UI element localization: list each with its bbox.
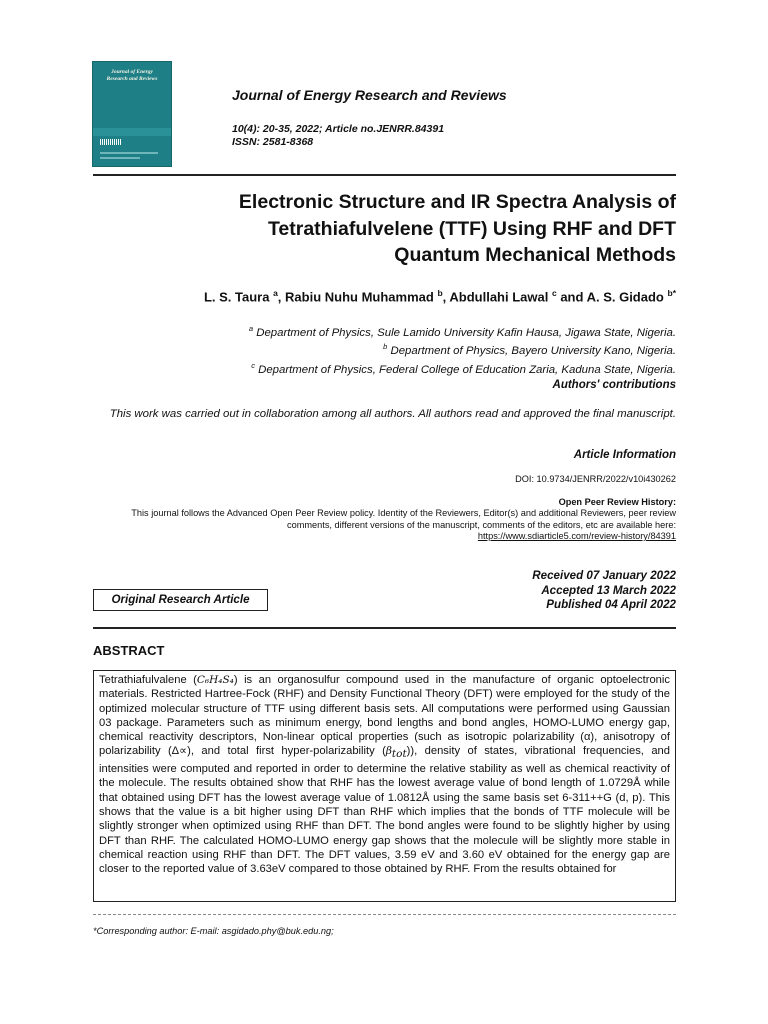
author-affil-mark: b [437, 288, 443, 298]
author-affil-mark: a [273, 288, 278, 298]
cover-decoration [100, 157, 140, 159]
beta-subscript: tot [391, 748, 407, 761]
doi: DOI: 10.9734/JENRR/2022/v10i430262 [515, 474, 676, 484]
cover-barcode [100, 139, 122, 145]
cover-band [93, 128, 171, 136]
journal-meta [232, 123, 444, 149]
peer-review-heading: Open Peer Review History: [558, 497, 676, 507]
affiliation-line: $^b$ Department of Physics, Bayero University Kano, Nigeria. [383, 342, 676, 358]
journal-name: Journal of Energy Research and Reviews [232, 87, 507, 103]
paper-title-line: Quantum Mechanical Methods [394, 244, 676, 266]
peer-review-link[interactable]: https://www.sdiarticle5.com/review-history/84391 [477, 531, 676, 541]
abstract-text: Tetrathiafulvalene (C₆H₄S₄) is an organosulfur compound used in the manufacture of organic optoelectronic materials. Restricted Hartree-Fock (RHF) and Density Functional Theory (DFT) were employed for the study of the optimized molecular structure of TTF using different basis sets. All computations were performed using Gaussian 03 package. Parameters such as minimum energy, bond lengths and bond angles, HOMO-LUMO energy gap, chemical reactivity descriptors, Non-linear optical properties (such as isotropic polarizability (α), anisotropy of polarizability (Δ∝), and total first hyper-polarizability $(\beta_{tot})$), density of states, vibrational frequencies, and intensities were computed and reported in order to determine the relative stability as well as chemical reactivity of the molecule. The results obtained show that RHF has the lowest average value of bond length of 1.0729Å while that obtained using DFT has the lowest average value of 1.0812Å using the same basis set 6-311++G (d, p). This shows that the value is a bit higher using DFT than RHF which implies that the bonds of TTF molecule will be slightly stronger when optimized using RHF than DFT. The bond angles were found to be slightly higher by using DFT than RHF. The calculated HOMO-LUMO energy gap shows that the molecule will be slightly more stable in chemical reaction using RHF than DFT. The DFT values, 3.59 eV and 3.60 eV obtained for the energy gap are closer to the reported value of 3.63eV compared to those obtained by RHF. From the results obtained for [99, 674, 670, 876]
footnote-rule [93, 914, 676, 915]
article-dates [532, 569, 676, 613]
journal-citation: 10(4): 20-35, 2022; Article no.JENRR.84391 [232, 123, 445, 135]
beta-symbol: β [385, 745, 392, 758]
author-name: L. S. Taura [203, 289, 270, 305]
date-accepted: Accepted 13 March 2022 [541, 583, 676, 597]
affiliations [76, 322, 676, 377]
paper-title-line: Electronic Structure and IR Spectra Analysis of [238, 191, 676, 213]
cover-decoration [100, 152, 158, 154]
cover-title: Journal of Energy Research and Reviews [106, 69, 158, 82]
abstract-box [93, 670, 676, 902]
author-name: Abdullahi Lawal [449, 289, 549, 305]
author-list: L. S. Taura $^a$, Rabiu Nuhu Muhammad $^b$, Abdullahi Lawal $^c$ and A. S. Gidado $^{b*}$ [203, 288, 676, 305]
contributions-text: This work was carried out in collaboration among all authors. All authors read and approved the final manuscript. [109, 408, 676, 420]
author-name: A. S. Gidado [586, 289, 664, 305]
paper-title-line: Tetrathiafulvelene (TTF) Using RHF and DFT [267, 217, 676, 240]
contributions-heading: Authors' contributions [552, 379, 676, 391]
author-name: Rabiu Nuhu Muhammad [285, 289, 434, 305]
date-published: Published 04 April 2022 [546, 598, 676, 611]
article-type-badge: Original Research Article [93, 589, 268, 611]
affiliation-line: $^c$ Department of Physics, Federal College of Education Zaria, Kaduna State, Nigeria. [251, 360, 676, 376]
author-affil-mark: b* [667, 288, 676, 298]
article-info-heading: Article Information [573, 449, 676, 461]
journal-issn: ISSN: 2581-8368 [232, 136, 314, 148]
affiliation-line: $^a$ Department of Physics, Sule Lamido University Kafin Hausa, Jigawa State, Nigeria. [248, 324, 676, 339]
corresponding-author-note: *Corresponding author: E-mail: asgidado.phy@buk.edu.ng; [93, 926, 334, 936]
abstract-heading: ABSTRACT [93, 643, 165, 658]
author-affil-mark: c [551, 288, 557, 298]
date-received: Received 07 January 2022 [532, 569, 676, 582]
journal-cover [92, 61, 172, 167]
paper-title [116, 189, 676, 269]
peer-review-text: This journal follows the Advanced Open Peer Review policy. Identity of the Reviewers, Editor(s) and additional Reviewers, peer review comments, different versions of the manuscript, comments of the editors, etc are available here: https://www.sdiarticle5.com/review-history/84391 [131, 508, 676, 541]
header-rule [93, 174, 676, 176]
chemical-formula: C₆H₄S₄ [196, 674, 234, 686]
section-rule [93, 627, 676, 629]
